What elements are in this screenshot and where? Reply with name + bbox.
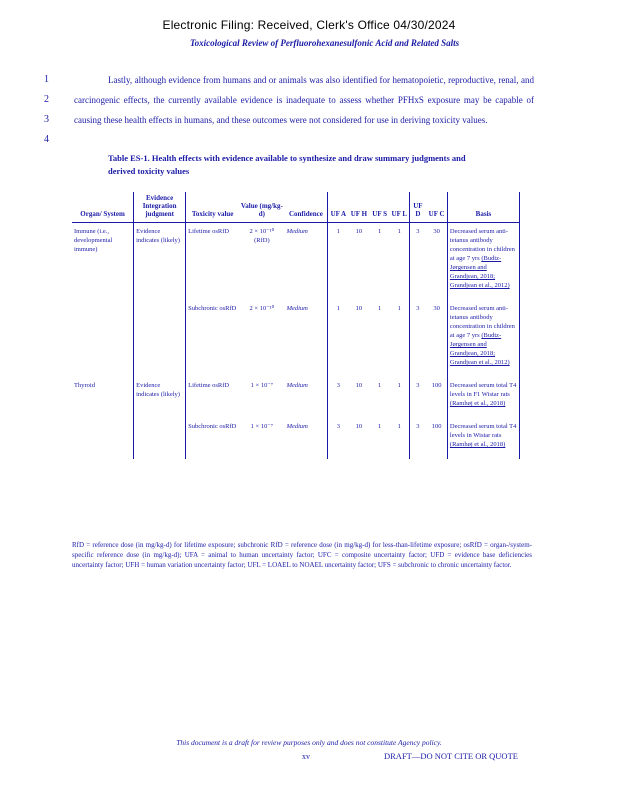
cell-ufl: 1 [397, 228, 401, 235]
header-evidence: Evidence Integration judgment [134, 192, 186, 223]
cell-ufs: 1 [378, 423, 382, 430]
body-paragraph: Lastly, although evidence from humans and or animals was also identified for hematopoietic, reproductive, renal, and carcinogenic effects, the currently available evidence is inadequate to assess whether PFHxS exposure may be capable of causing these health effects in humans, and these outcomes were not considered for use in deriving toxicity values. [74, 75, 534, 125]
header-basis: Basis [447, 192, 519, 223]
cell-basis [447, 223, 519, 301]
cell-ufc: 30 [433, 228, 440, 235]
cell-organ: Thyroid [74, 382, 95, 389]
header-organ: Organ/ System [72, 192, 134, 223]
basis-reference-link[interactable]: (Budtz-Jørgensen and Grandjean, 2018; Grandjean et al., 2012) [449, 255, 510, 289]
cell-ufd: 3 [409, 223, 426, 301]
table-header-row [72, 192, 520, 223]
cell-ufd: 3 [409, 377, 426, 418]
cell-ufa: 1 [328, 223, 349, 301]
line-number: 1 [44, 74, 49, 85]
draft-watermark-text: DRAFT—DO NOT CITE OR QUOTE [384, 751, 518, 761]
header-ufs: UF S [369, 192, 390, 223]
cell-ufa: 3 [328, 418, 349, 459]
basis-reference-link[interactable]: (Ramhøj et al., 2018) [449, 400, 506, 407]
cell-ufd: 3 [409, 418, 426, 459]
cell-ufa: 1 [328, 300, 349, 377]
line-number: 2 [44, 94, 49, 105]
cell-ufs: 1 [378, 382, 382, 389]
cell-ufc: 100 [431, 382, 442, 389]
cell-evidence: Evidence indicates (likely) [134, 377, 186, 418]
cell-confidence: Medium [286, 382, 308, 389]
cell-organ: Immune (i.e., developmental immune) [74, 228, 113, 253]
line-number: 3 [44, 114, 49, 125]
body-text [74, 70, 534, 130]
table-row [72, 223, 520, 301]
header-ufc: UF C [426, 192, 447, 223]
page-number: xv [302, 752, 310, 761]
cell-toxicity-value: Lifetime osRfD [186, 223, 240, 301]
basis-text: Decreased serum total T4 levels in Wistar rats [449, 423, 517, 439]
cell-ufl: 1 [397, 382, 401, 389]
cell-confidence: Medium [286, 228, 308, 235]
table-caption: Table ES-1. Health effects with evidence available to synthesize and draw summary judgments and derived toxicity values [108, 153, 466, 176]
filing-stamp: Electronic Filing: Received, Clerk's Office 04/30/2024 [162, 18, 456, 32]
cell-ufc: 100 [431, 423, 442, 430]
draft-disclaimer: This document is a draft for review purposes only and does not constitute Agency policy. [176, 738, 442, 747]
cell-ufl: 1 [397, 423, 401, 430]
footnote-text: RfD = reference dose (in mg/kg-d) for lifetime exposure; subchronic RfD = reference dose (in mg/kg-d) for less-than-lifetime exposure; osRfD = organ-/system-specific reference dose (in mg/kg-d); UFA = animal to human uncertainty factor; UFC = composite uncertainty factor; UFD = evidence base deficiencies uncertainty factor; UFH = human variation uncertainty factor; UFL = LOAEL to NOAEL uncertainty factor; UFS = subchronic to chronic uncertainty factor. [72, 541, 532, 569]
header-ufd: UF D [409, 192, 426, 223]
table-row [72, 377, 520, 418]
cell-confidence: Medium [286, 423, 308, 430]
cell-toxicity-value: Lifetime osRfD [186, 377, 240, 418]
toxicity-table [72, 192, 520, 459]
cell-value: 1 × 10⁻⁷ [250, 382, 274, 389]
line-number: 4 [44, 134, 49, 145]
cell-organ [72, 418, 134, 459]
table-row [72, 418, 520, 459]
cell-ufl: 1 [397, 305, 401, 312]
basis-reference-link[interactable]: (Ramhøj et al., 2018) [449, 441, 506, 448]
table-footnote [72, 540, 532, 570]
basis-text: Decreased serum total T4 levels in F1 Wistar rats [449, 382, 517, 398]
cell-ufc: 30 [433, 305, 440, 312]
cell-basis [447, 300, 519, 377]
cell-confidence: Medium [286, 305, 308, 312]
cell-ufh: 10 [355, 305, 363, 312]
table-row [72, 300, 520, 377]
cell-ufs: 1 [378, 228, 382, 235]
header-toxicity-value: Toxicity value [186, 192, 240, 223]
header-ufh: UF H [349, 192, 370, 223]
cell-basis [447, 377, 519, 418]
cell-value: 2 × 10⁻¹⁰ [249, 305, 275, 312]
header-confidence: Confidence [285, 192, 328, 223]
cell-evidence [134, 300, 186, 377]
cell-value: 1 × 10⁻⁷ [250, 423, 274, 430]
cell-ufh: 10 [355, 423, 363, 430]
cell-organ [72, 300, 134, 377]
header-value: Value (mg/kg-d) [239, 192, 284, 223]
cell-ufh: 10 [355, 382, 363, 389]
cell-ufs: 1 [378, 305, 382, 312]
cell-value: 2 × 10⁻¹⁰ (RfD) [249, 228, 275, 244]
basis-text: Decreased serum anti-tetanus antibody concentration in children at age 7 yrs [449, 228, 515, 262]
header-ufl: UF L [390, 192, 409, 223]
cell-toxicity-value: Subchronic osRfD [186, 418, 240, 459]
cell-basis [447, 418, 519, 459]
basis-text: Decreased serum anti-tetanus antibody concentration in children at age 7 yrs [449, 305, 515, 339]
cell-ufa: 3 [328, 377, 349, 418]
cell-evidence [134, 418, 186, 459]
running-head: Toxicological Review of Perfluorohexanesulfonic Acid and Related Salts [190, 38, 460, 48]
cell-evidence: Evidence indicates (likely) [134, 223, 186, 301]
cell-ufd: 3 [409, 300, 426, 377]
basis-reference-link[interactable]: (Budtz-Jørgensen and Grandjean, 2018; Grandjean et al., 2012) [449, 332, 510, 366]
cell-toxicity-value: Subchronic osRfD [186, 300, 240, 377]
cell-ufh: 10 [355, 228, 363, 235]
line-numbers [44, 70, 49, 150]
header-ufa: UF A [328, 192, 349, 223]
